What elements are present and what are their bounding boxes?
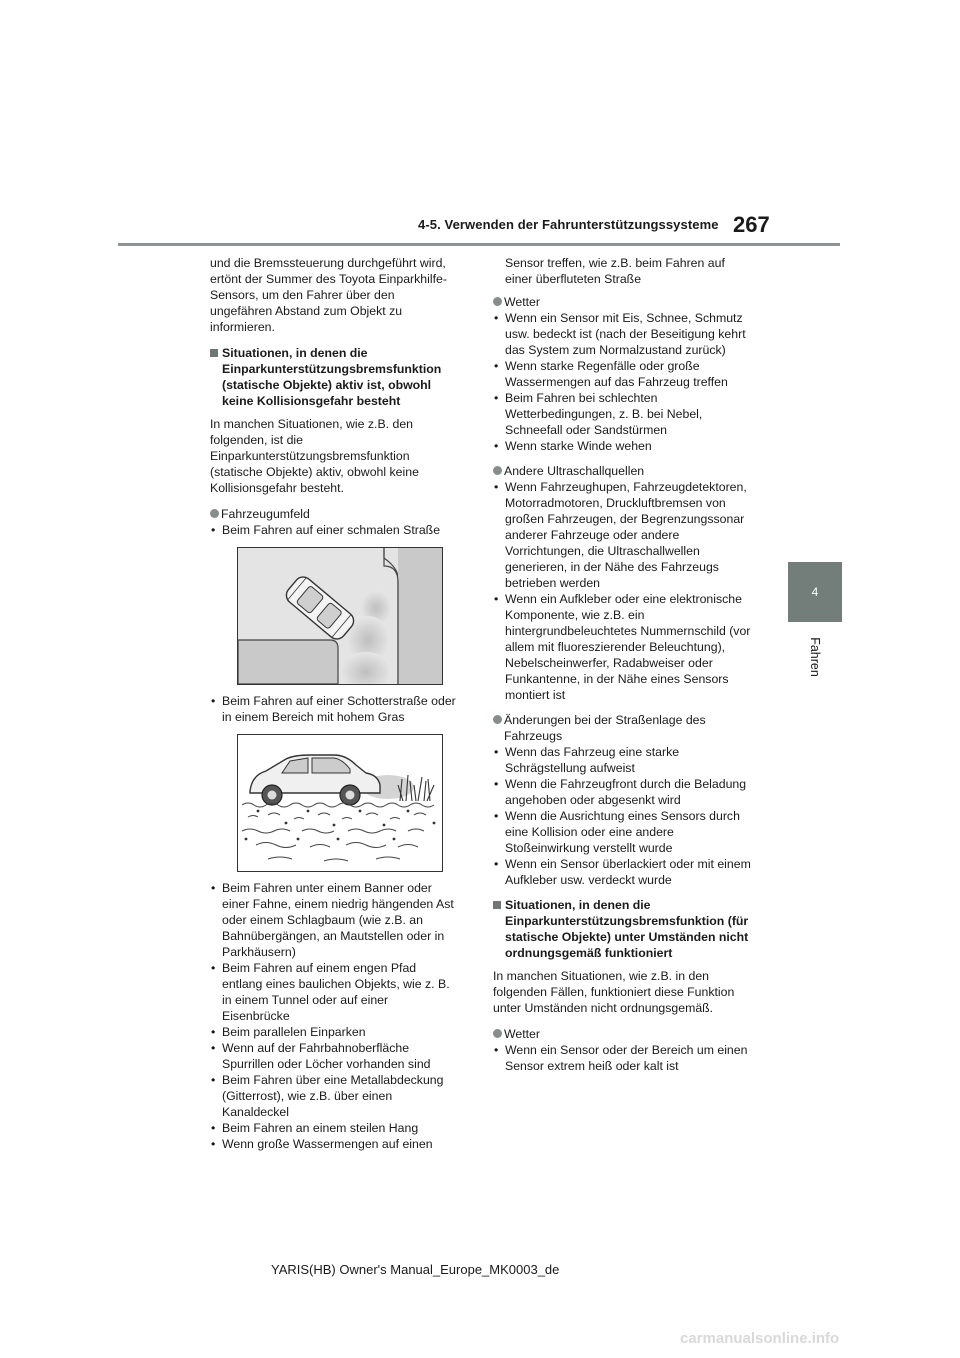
list-item: • Wenn ein Sensor mit Eis, Schnee, Schmutz usw. bedeckt ist (nach der Beseitigung kehrt das System zum Normalzustand zurück): [493, 310, 755, 358]
group-label-fahrzeugumfeld: Fahrzeugumfeld: [210, 506, 456, 522]
list-item: • Wenn Fahrzeughupen, Fahrzeugdetektoren, Motorradmotoren, Druckluftbremsen von großen Fahrzeugen, der Begrenzungssonar anderer Fahrzeuge oder andere Vorrichtungen, die Ultraschallwellen generieren, in der Nähe des Fahrzeugs betrieben werden: [493, 479, 755, 591]
continuation-text: Sensor treffen, wie z.B. beim Fahren auf einer überfluteten Straße: [505, 256, 725, 286]
group-label: Änderungen bei der Straßenlage des Fahrzeugs: [493, 712, 755, 744]
list-item: • Wenn große Wassermengen auf einen: [210, 1136, 456, 1152]
group-label: Andere Ultraschallquellen: [493, 463, 755, 479]
bullet-list: [493, 1042, 755, 1074]
group-label: Wetter: [493, 294, 755, 310]
bullet-list: [210, 880, 456, 1152]
section-heading-2: Situationen, in denen die Einparkunterstützungsbremsfunktion (für statische Objekte) unter Umständen nicht ordnungsgemäß funktioniert: [493, 897, 755, 961]
list-item: • Beim Fahren auf einer schmalen Straße: [210, 522, 456, 538]
bullet-list: [493, 310, 755, 454]
left-column: [210, 255, 456, 1152]
page-number: 267: [733, 212, 770, 237]
paragraph-2: In manchen Situationen, wie z.B. in den folgenden Fällen, funktioniert diese Funktion unter Umständen nicht ordnungsgemäß.: [493, 969, 735, 1015]
list-item: • Beim Fahren unter einem Banner oder einer Fahne, einem niedrig hängenden Ast oder einem Schlagbaum (wie z.B. an Bahnübergängen, an Mautstellen oder in Parkhäusern): [210, 880, 456, 960]
narrow-road-svg: [238, 548, 442, 684]
chapter-number: 4: [811, 585, 819, 599]
narrow-road-illustration: [237, 547, 443, 685]
group-ultraschall: [493, 463, 755, 703]
right-column: [493, 255, 755, 1083]
list-item: • Beim Fahren über eine Metallabdeckung (Gitterrost), wie z.B. über einen Kanaldeckel: [210, 1072, 456, 1120]
group-wetter: [493, 294, 755, 454]
list-item: • Wenn ein Sensor oder der Bereich um einen Sensor extrem heiß oder kalt ist: [493, 1042, 755, 1074]
bullet-list: [493, 479, 755, 703]
list-item: • Wenn das Fahrzeug eine starke Schrägstellung aufweist: [493, 744, 755, 776]
list-item: • Beim parallelen Einparken: [210, 1024, 456, 1040]
header-divider: [118, 243, 840, 246]
list-item: • Wenn die Ausrichtung eines Sensors durch eine Kollision oder eine andere Stoßeinwirkung verstellt wurde: [493, 808, 755, 856]
list-item: • Beim Fahren an einem steilen Hang: [210, 1120, 456, 1136]
paragraph-1: In manchen Situationen, wie z.B. den folgenden, ist die Einparkunterstützungsbremsfunktion (statische Objekte) aktiv, obwohl keine Kollisionsgefahr besteht.: [210, 417, 419, 495]
list-item: • Wenn starke Winde wehen: [493, 438, 755, 454]
chapter-label-wrapper: [788, 632, 842, 682]
section-heading-1: Situationen, in denen die Einparkunterstützungsbremsfunktion (statische Objekte) aktiv ist, obwohl keine Kollisionsgefahr besteht: [210, 345, 456, 409]
intro-paragraph: und die Bremssteuerung durchgeführt wird, ertönt der Summer des Toyota Einparkhilfe-Sensors, um den Fahrer über den ungefähren Abstand zum Objekt zu informieren.: [210, 256, 447, 334]
list-item: • Wenn ein Sensor überlackiert oder mit einem Aufkleber usw. verdeckt wurde: [493, 856, 755, 888]
gravel-grass-illustration: [237, 734, 443, 872]
footer-manual-id: YARIS(HB) Owner's Manual_Europe_MK0003_de: [271, 1262, 560, 1277]
watermark: carmanualsonline.info: [680, 1330, 840, 1347]
list-item: • Wenn ein Aufkleber oder eine elektronische Komponente, wie z.B. ein hintergrundbeleuchtetes Nummernschild (vor allem mit fluoreszierender Beleuchtung), Nebelscheinwerfer, Radabweiser oder Funkantenne, in der Nähe eines Sensors montiert ist: [493, 591, 755, 703]
group-wetter-2: [493, 1026, 755, 1074]
section-title: 4-5. Verwenden der Fahrunterstützungssysteme: [418, 217, 719, 232]
chapter-tab[interactable]: [788, 562, 842, 622]
bullet-list: [210, 693, 456, 725]
list-item: • Beim Fahren auf einem engen Pfad entlang eines baulichen Objekts, wie z. B. in einem Tunnel oder auf einer Eisenbrücke: [210, 960, 456, 1024]
group-strassenlage: [493, 712, 755, 888]
list-item: • Beim Fahren auf einer Schotterstraße oder in einem Bereich mit hohem Gras: [210, 693, 456, 725]
group-label: Wetter: [493, 1026, 755, 1042]
list-item: • Beim Fahren bei schlechten Wetterbedingungen, z. B. bei Nebel, Schneefall oder Sandstürmen: [493, 390, 755, 438]
chapter-label: Fahren: [807, 637, 822, 677]
list-item: • Wenn die Fahrzeugfront durch die Beladung angehoben oder abgesenkt wird: [493, 776, 755, 808]
bullet-list: [493, 744, 755, 888]
list-item: • Wenn auf der Fahrbahnoberfläche Spurrillen oder Löcher vorhanden sind: [210, 1040, 456, 1072]
gravel-grass-svg: [238, 735, 442, 871]
list-item: • Wenn starke Regenfälle oder große Wassermengen auf das Fahrzeug treffen: [493, 358, 755, 390]
bullet-list: [210, 522, 456, 538]
